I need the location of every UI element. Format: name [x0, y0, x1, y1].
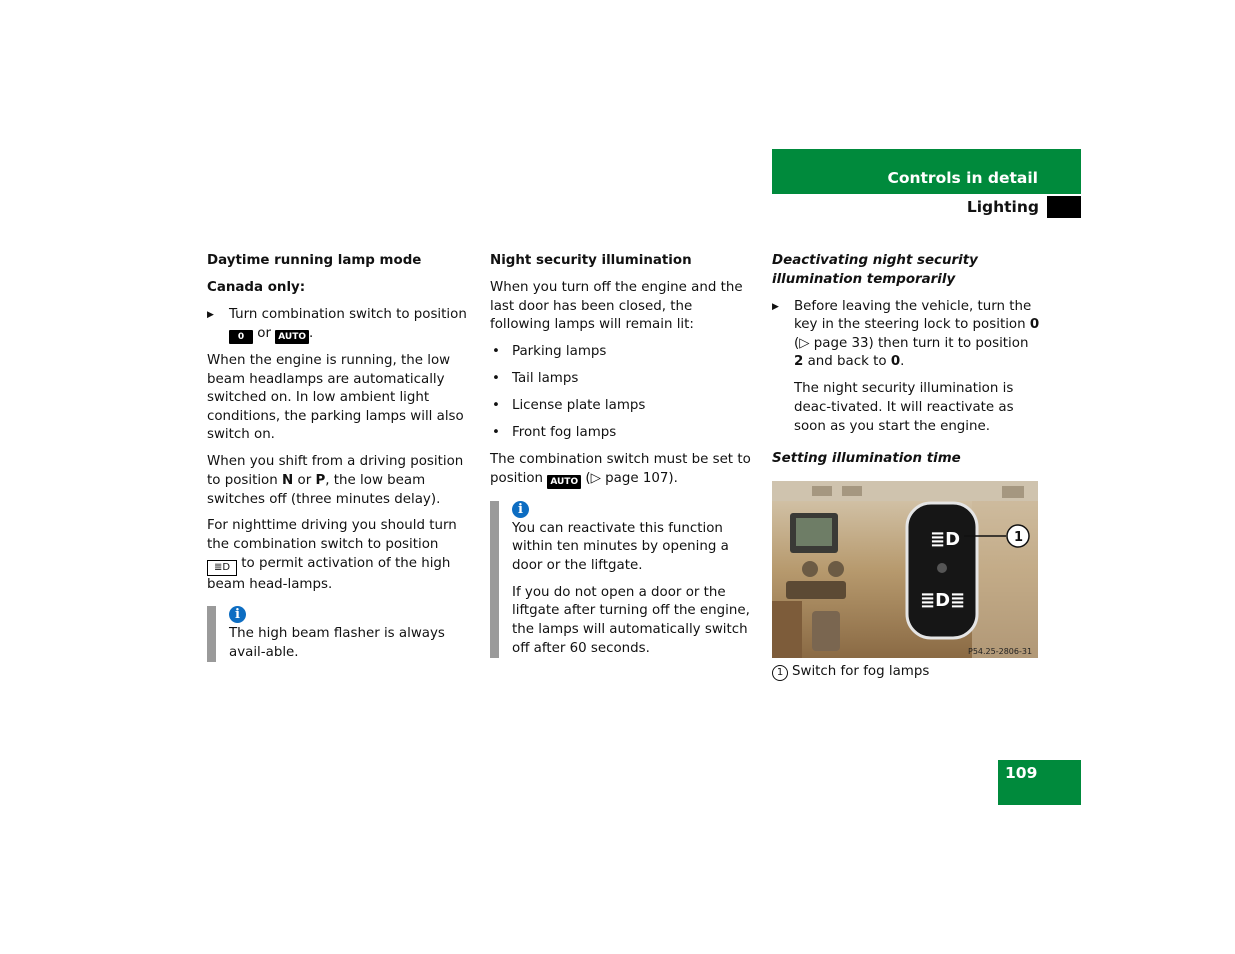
paragraph-shift-position: When you shift from a driving position to position N or P, the low beam switches off (three minutes delay). — [207, 454, 464, 507]
heading-deactivating: Deactivating night security illumination temporarily — [772, 253, 978, 287]
position-zero-symbol: 0 — [229, 330, 253, 344]
page-number-box — [998, 760, 1081, 805]
callout-number: 1 — [1014, 530, 1024, 545]
heading-daytime-running: Daytime running lamp mode — [207, 253, 422, 268]
info-bar — [490, 501, 499, 659]
photo-caption: 1 Switch for fog lamps — [772, 663, 1040, 682]
section-header-bar — [772, 149, 1081, 194]
list-item: • License plate lamps — [490, 397, 755, 416]
column-2 — [490, 252, 755, 667]
list-item: • Parking lamps — [490, 343, 755, 362]
callout-number-icon: 1 — [772, 665, 788, 681]
auto-symbol: AUTO — [275, 330, 309, 344]
paragraph-nighttime-driving: For nighttime driving you should turn the combination switch to position ≣D to permit activation of the high beam head-lamps. — [207, 518, 457, 592]
info-text-auto-off: If you do not open a door or the liftgate after turning off the engine, the lamps will automatically switch off after 60 seconds. — [512, 584, 750, 656]
step-combination-switch: ▶ Turn combination switch to position 0 or AUTO . — [207, 306, 472, 344]
info-box-reactivate — [490, 501, 755, 659]
subsection-title: Lighting — [966, 198, 1039, 216]
heading-night-security: Night security illumination — [490, 253, 692, 268]
heading-setting-time: Setting illumination time — [772, 451, 961, 467]
section-title: Controls in detail — [887, 169, 1038, 187]
high-beam-icon: ≣D — [207, 560, 237, 576]
info-bar — [207, 606, 216, 662]
info-icon: i — [229, 606, 246, 623]
info-box-high-beam — [207, 606, 472, 662]
column-1 — [207, 252, 472, 671]
list-item: • Tail lamps — [490, 370, 755, 389]
canada-only-label: Canada only: — [207, 279, 306, 295]
info-text-flasher: The high beam flasher is always avail-able. — [229, 626, 445, 660]
svg-text:≣D≣: ≣D≣ — [920, 590, 966, 611]
paragraph-lamps-remain-lit: When you turn off the engine and the last door has been closed, the following lamps will remain lit: — [490, 279, 743, 333]
auto-symbol: AUTO — [547, 475, 581, 489]
column-3 — [772, 252, 1040, 477]
page-number: 109 — [1005, 764, 1038, 782]
dashboard-illustration — [772, 481, 1038, 658]
paragraph-switch-auto: The combination switch must be set to position AUTO (▷ page 107). — [490, 452, 751, 487]
paragraph-low-beam-auto: When the engine is running, the low beam headlamps are automatically switched on. In low ambient light conditions, the parking lamps will also switch on. — [207, 352, 464, 443]
step-key-position: ▶ Before leaving the vehicle, turn the key in the steering lock to position 0 (▷ page 33) then turn it to position 2 and back to 0. — [772, 298, 1040, 372]
photo-code: P54.25-2806-31 — [968, 647, 1033, 656]
info-icon: i — [512, 501, 529, 518]
fog-lamp-switch-photo — [772, 481, 1038, 658]
list-item: • Front fog lamps — [490, 424, 755, 443]
subsection-marker — [1047, 196, 1081, 218]
info-text-reactivate: You can reactivate this function within ten minutes by opening a door or the liftgate. — [512, 520, 729, 573]
svg-text:≣D: ≣D — [930, 529, 961, 550]
paragraph-deactivated: The night security illumination is deac-tivated. It will reactivate as soon as you start the engine. — [794, 381, 1014, 434]
